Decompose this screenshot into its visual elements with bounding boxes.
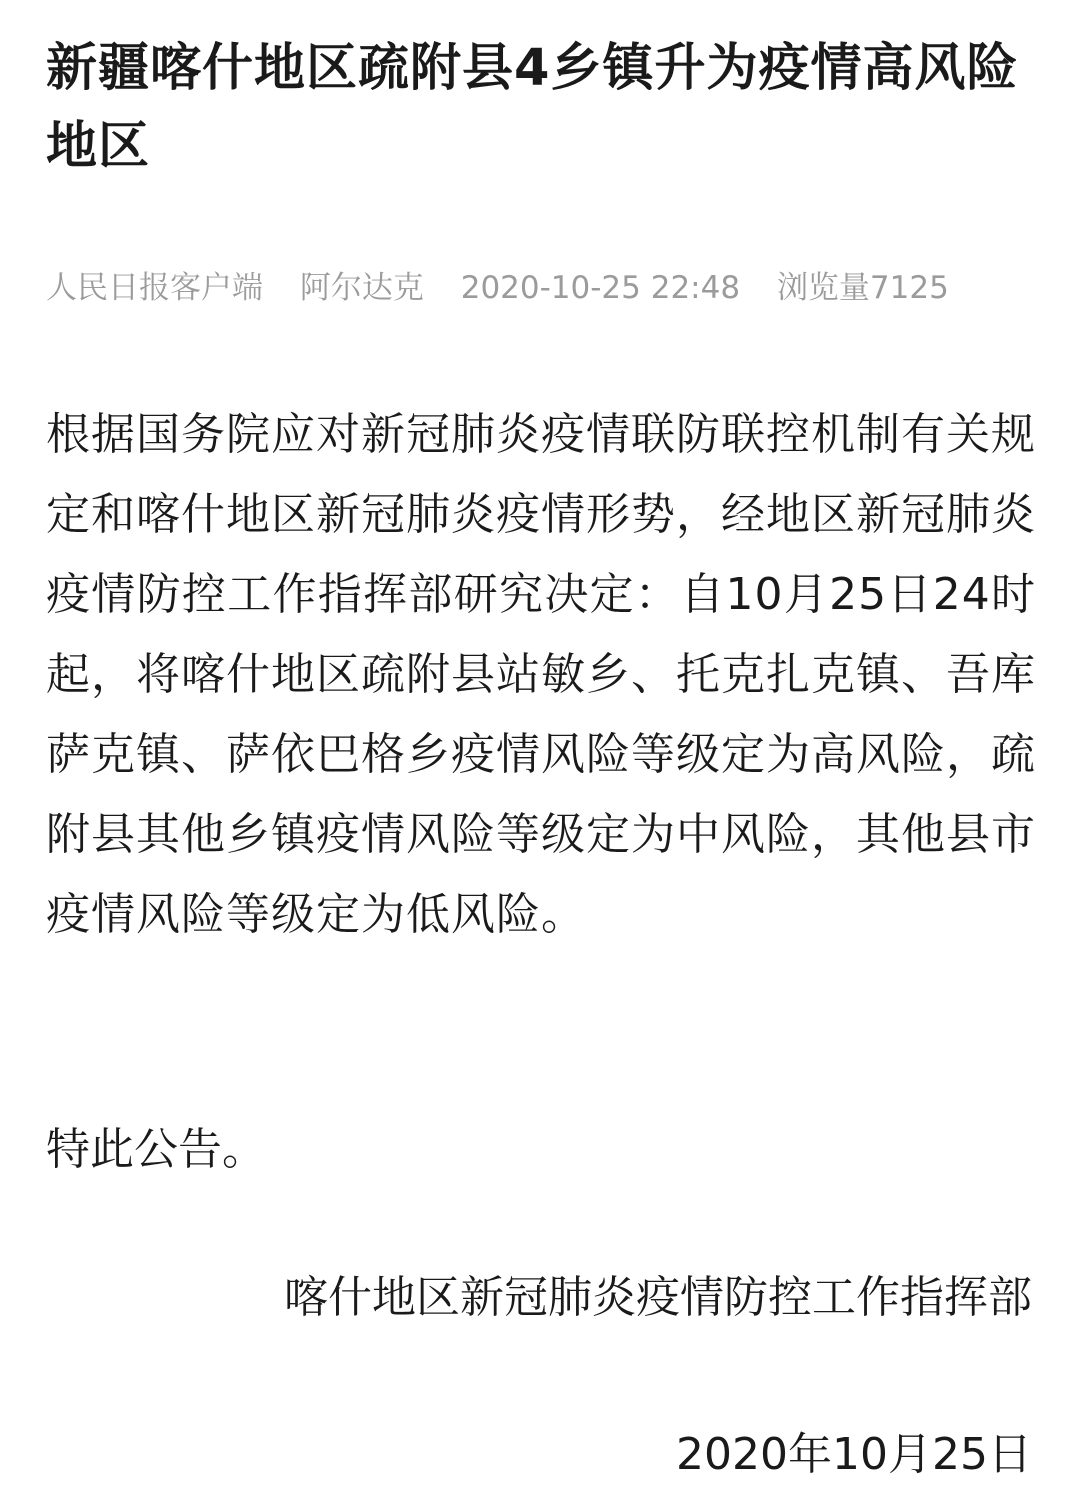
- article-signature: 喀什地区新冠肺炎疫情防控工作指挥部: [284, 1272, 1032, 1323]
- article-title: 新疆喀什地区疏附县4乡镇升为疫情高风险地区: [46, 39, 1019, 176]
- article-datetime: 2020-10-25 22:48: [460, 270, 741, 306]
- article-views: 浏览量7125: [776, 270, 949, 306]
- article-author: 阿尔达克: [299, 270, 424, 306]
- article: [46, 0, 1036, 1510]
- article-date: 2020年10月25日: [676, 1429, 1032, 1480]
- article-meta: [46, 264, 1036, 312]
- article-source: 人民日报客户端: [46, 270, 263, 306]
- article-body: 根据国务院应对新冠肺炎疫情联防联控机制有关规定和喀什地区新冠肺炎疫情形势，经地区新冠肺炎疫情防控工作指挥部研究决定：自10月25日24时起，将喀什地区疏附县站敏乡、托克扎克镇、吾库萨克镇、萨依巴格乡疫情风险等级定为高风险，疏附县其他乡镇疫情风险等级定为中风险，其他县市疫情风险等级定为低风险。: [46, 409, 1036, 940]
- article-notice: 特此公告。: [46, 1124, 266, 1175]
